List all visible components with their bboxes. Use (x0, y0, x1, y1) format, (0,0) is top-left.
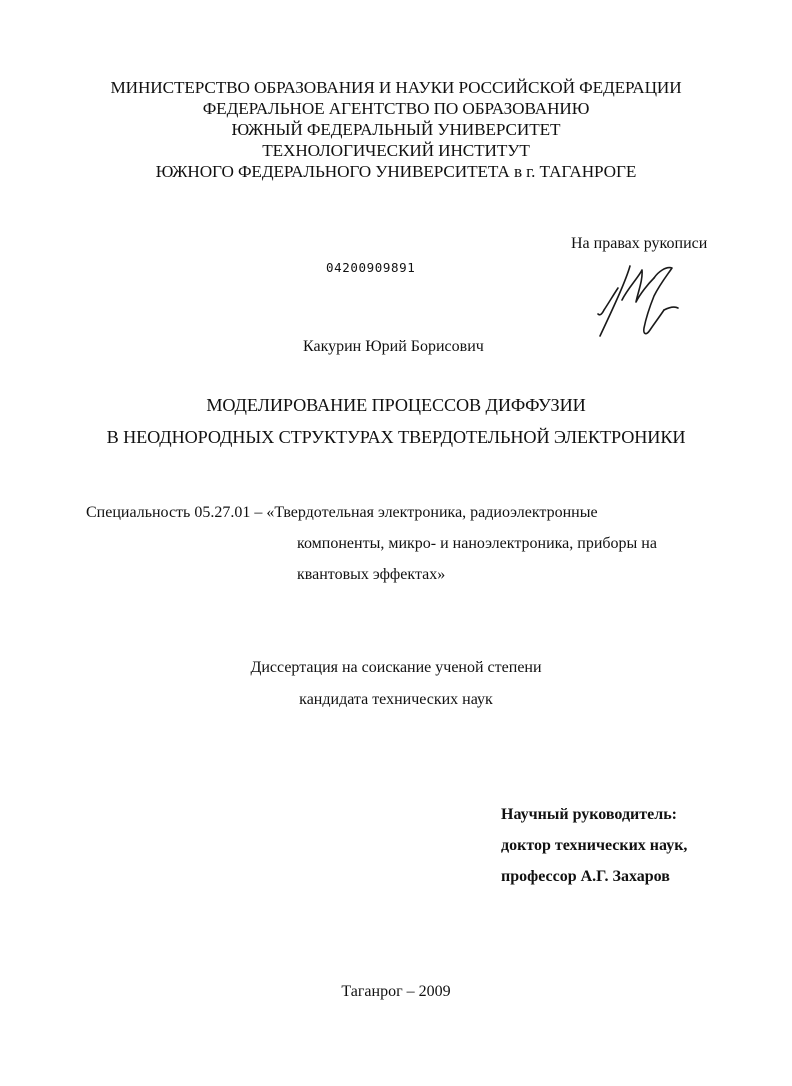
supervisor-degree: доктор технических наук, (501, 837, 688, 854)
header-line-agency: ФЕДЕРАЛЬНОЕ АГЕНТСТВО ПО ОБРАЗОВАНИЮ (202, 99, 590, 118)
specialty-line-1: Специальность 05.27.01 – «Твердотельная электроника, радиоэлектронные (86, 504, 598, 521)
specialty-line-2: компоненты, микро- и наноэлектроника, приборы на (297, 535, 657, 552)
author-name: Какурин Юрий Борисович (303, 338, 484, 355)
degree-line-1: Диссертация на соискание ученой степени (250, 659, 542, 676)
title-line-2: В НЕОДНОРОДНЫХ СТРУКТУРАХ ТВЕРДОТЕЛЬНОЙ ЭЛЕКТРОНИКИ (106, 427, 686, 447)
supervisor-label: Научный руководитель: (501, 806, 677, 823)
header-line-institute: ТЕХНОЛОГИЧЕСКИЙ ИНСТИТУТ (262, 141, 530, 160)
specialty-line-3: квантовых эффектах» (297, 566, 446, 583)
supervisor-name: профессор А.Г. Захаров (501, 868, 670, 885)
degree-line-2: кандидата технических наук (299, 691, 493, 708)
header-line-ministry: МИНИСТЕРСТВО ОБРАЗОВАНИЯ И НАУКИ РОССИЙСКОЙ ФЕДЕРАЦИИ (110, 78, 682, 97)
header-line-city: ЮЖНОГО ФЕДЕРАЛЬНОГО УНИВЕРСИТЕТА в г. ТАГАНРОГЕ (155, 162, 637, 181)
title-line-1: МОДЕЛИРОВАНИЕ ПРОЦЕССОВ ДИФФУЗИИ (206, 395, 586, 415)
signature-icon (588, 258, 688, 348)
place-year: Таганрог – 2009 (341, 983, 451, 1000)
registration-number: 04200909891 (326, 260, 416, 275)
rights-note: На правах рукописи (571, 235, 708, 252)
header-line-university: ЮЖНЫЙ ФЕДЕРАЛЬНЫЙ УНИВЕРСИТЕТ (231, 120, 561, 139)
